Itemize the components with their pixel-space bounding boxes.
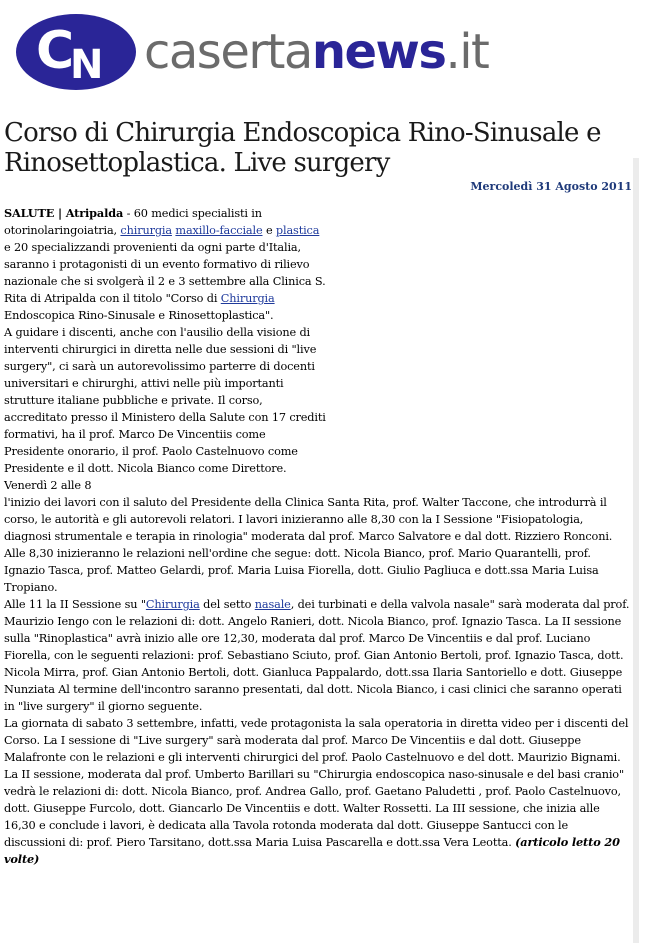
- column-shadow: [633, 158, 639, 943]
- site-name[interactable]: [144, 24, 488, 80]
- read-count: (articolo letto 20 volte): [4, 835, 620, 866]
- article-paragraph-1: [4, 205, 326, 324]
- article-date: Mercoledì 31 Agosto 2011: [470, 180, 632, 193]
- text-span: e 20 specializzandi provenienti da ogni parte d'Italia, saranno i protagonisti di un evento formativo di rilievo nazionale che si svolgerà il 2 e 3 settembre alla Clinica S. Rita di Atripalda con il titolo "Corso di: [4, 241, 326, 305]
- text-span: del setto: [199, 598, 255, 611]
- link-nasale[interactable]: nasale: [254, 598, 291, 611]
- article-paragraph-6: [4, 766, 632, 868]
- site-name-part-b: news: [311, 24, 446, 80]
- text-span: La II sessione, moderata dal prof. Umberto Barillari su "Chirurgia endoscopica naso-sinusale e del basi cranio" vedrà le relazioni di: dott. Nicola Bianco, prof. Andrea Gallo, prof. Gaetano Paludetti , prof. Paolo Castelnuovo, dott. Giuseppe Furcolo, dott. Giancarlo De Vincentiis e dott. Walter Rossetti. La III sessione, che inizia alle 16,30 e conclude i lavori, è dedicata alla Tavola rotonda moderata dal dott. Giuseppe Santucci con le discussioni di: prof. Piero Tarsitano, dott.ssa Maria Luisa Pascarella e dott.ssa Vera Leotta.: [4, 768, 625, 849]
- article-wide-column: [4, 494, 632, 868]
- article-paragraph-5: La giornata di sabato 3 settembre, infatti, vede protagonista la sala operatoria in diretta video per i discenti del Corso. La I sessione di "Live surgery" sarà moderata dal prof. Marco De Vincentiis e dal dott. Giuseppe Malafronte con le relazioni e gli interventi chirurgici del prof. Paolo Castelnuovo e del dott. Maurizio Bignami.: [4, 717, 629, 764]
- site-name-part-c: .it: [445, 24, 489, 80]
- link-chirurgia-2[interactable]: Chirurgia: [145, 598, 200, 611]
- site-header: [0, 0, 668, 100]
- site-name-part-a: caserta: [144, 24, 312, 80]
- link-chirurgia[interactable]: chirurgia: [120, 224, 172, 237]
- link-maxillo-facciale[interactable]: maxillo-facciale: [175, 224, 263, 237]
- article-paragraph-4: [4, 596, 632, 715]
- text-span: Endoscopica Rino-Sinusale e Rinosettoplastica".: [4, 309, 274, 322]
- link-plastica[interactable]: plastica: [275, 224, 320, 237]
- text-span: Alle 11 la II Sessione su ": [4, 598, 146, 611]
- text-span: e: [262, 224, 276, 237]
- link-chirurgia-cap[interactable]: Chirurgia: [220, 292, 275, 305]
- article-paragraph-2: A guidare i discenti, anche con l'ausilio della visione di interventi chirurgici in diretta nelle due sessioni di "live surgery", ci sarà un autorevolissimo parterre di docenti universitari e chirurghi, attivi nelle più importanti strutture italiane pubbliche e private. Il corso, accreditato presso il Ministero della Salute con 17 crediti formativi, ha il prof. Marco De Vincentiis come Presidente onorario, il prof. Paolo Castelnuovo come Presidente e il dott. Nicola Bianco come Direttore. Venerdì 2 alle 8: [4, 326, 326, 492]
- article-body: [4, 205, 632, 868]
- logo-letter-n: N: [70, 42, 104, 88]
- article-paragraph-2-cont: l'inizio dei lavori con il saluto del Presidente della Clinica Santa Rita, prof. Walter Taccone, che introdurrà il corso, le autorità e gli autorevoli relatori. I lavori inizieranno alle 8,30 con la I Sessione "Fisiopatologia, diagnosi strumentale e terapia in rinologia" moderata dal prof. Marco Salvatore e dal dott. Rizziero Ronconi.: [4, 496, 613, 543]
- article-category: SALUTE | Atripalda: [4, 206, 124, 220]
- article-narrow-column: [4, 205, 326, 494]
- text-span: , dei turbinati e della valvola nasale" sarà moderata dal prof. Maurizio Iengo con le relazioni di: dott. Angelo Ranieri, dott. Nicola Bianco, prof. Ignazio Tasca. La II sessione sulla "Rinoplastica" avrà inizio alle ore 12,30, moderata dal prof. Marco De Vincentiis e dal prof. Luciano Fiorella, con le seguenti relazioni: prof. Sebastiano Sciuto, prof. Gian Antonio Bertoli, prof. Ignazio Tasca, dott. Nicola Mirra, prof. Gian Antonio Bertoli, dott. Gianluca Pappalardo, dott.ssa Ilaria Santoriello e dott. Giuseppe Nunziata Al termine dell'incontro saranno presentati, dal dott. Nicola Bianco, i casi clinici che saranno operati in "live surgery" il giorno seguente.: [4, 598, 630, 713]
- site-logo-icon[interactable]: [14, 12, 138, 92]
- article-title: Corso di Chirurgia Endoscopica Rino-Sinusale e Rinosettoplastica. Live surgery: [4, 118, 601, 178]
- article-paragraph-3: Alle 8,30 inizieranno le relazioni nell'ordine che segue: dott. Nicola Bianco, prof. Mario Quarantelli, prof. Ignazio Tasca, prof. Matteo Gelardi, prof. Maria Luisa Fiorella, dott. Giulio Pagliuca e dott.ssa Maria Luisa Tropiano.: [4, 547, 599, 594]
- logo-letter-c: C: [36, 21, 75, 81]
- text-span: - 60 medici specialisti in otorinolaringoiatria,: [4, 207, 262, 237]
